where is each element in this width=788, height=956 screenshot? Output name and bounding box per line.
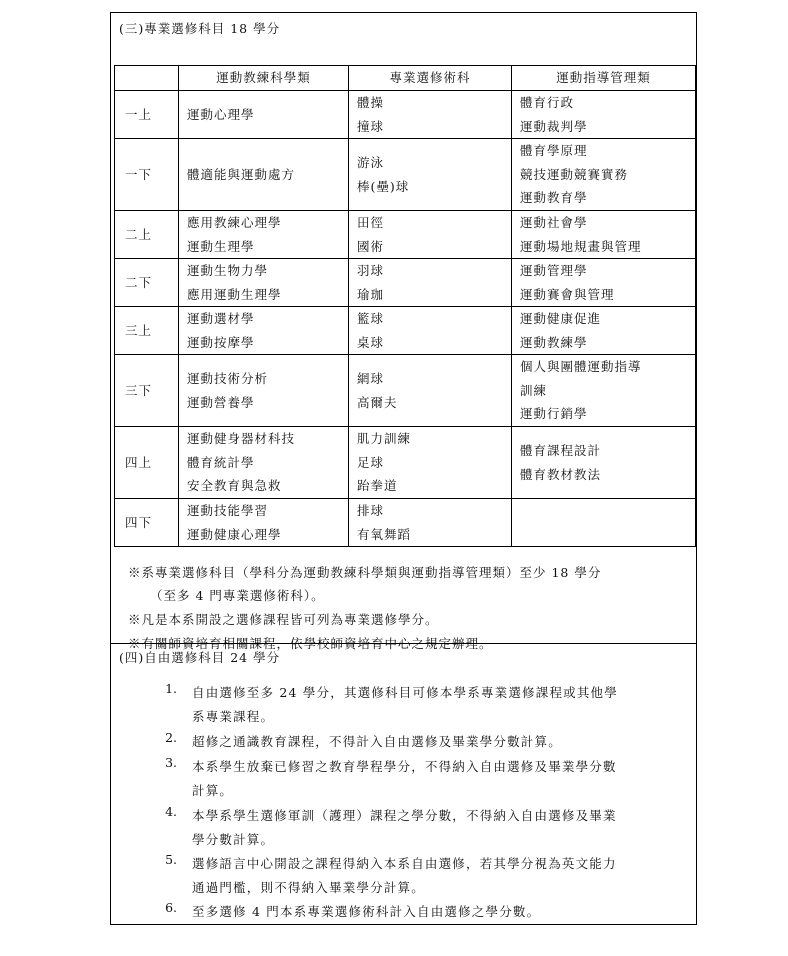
- course-name: 桌球: [357, 334, 385, 350]
- course-name: 運動場地規畫與管理: [520, 238, 642, 254]
- course-name: 體育教材教法: [520, 466, 602, 482]
- course-name: 游泳: [357, 155, 385, 170]
- header-coaching: 運動教練科學類: [179, 66, 349, 91]
- coaching-cell: [179, 139, 349, 211]
- list-item-text: [192, 755, 692, 803]
- header-term: [115, 66, 179, 91]
- section4-title: (四)自由選修科目 24 學分: [119, 650, 281, 665]
- list-item-line: 超修之通識教育課程，不得計入自由選修及畢業學分數計算。: [192, 734, 562, 749]
- note-line: ※有關師資培育相關課程，依學校師資培育中心之規定辦理。: [128, 636, 493, 651]
- course-name: 運動生物力學: [187, 263, 269, 278]
- list-item-line: 通過門檻，則不得納入畢業學分計算。: [192, 880, 425, 895]
- course-name: 國術: [357, 238, 385, 254]
- section3-title: (三)專業選修科目 18 學分: [119, 21, 281, 36]
- course-name: 運動健身器材科技: [187, 431, 296, 447]
- management-cell: [512, 211, 696, 259]
- skills-cell: [349, 355, 512, 427]
- management-cell: [512, 355, 696, 427]
- list-item-line: 計算。: [192, 783, 234, 798]
- course-name: 競技運動競賽實務: [520, 166, 629, 182]
- skills-cell: [349, 259, 512, 307]
- list-item-line: 至多選修 4 門本系專業選修術科計入自由選修之學分數。: [192, 904, 541, 919]
- term-cell: 二上: [115, 211, 179, 259]
- list-item-number: 1.: [165, 681, 177, 696]
- management-cell: [512, 427, 696, 499]
- course-name: 足球: [357, 454, 385, 470]
- course-name: 運動技能學習: [187, 503, 269, 518]
- elective-course-table: [114, 65, 696, 547]
- table-row: [115, 259, 696, 307]
- list-item-text: [192, 730, 692, 754]
- coaching-cell: [179, 91, 349, 139]
- course-name: 訓練: [520, 382, 548, 398]
- management-cell: [512, 91, 696, 139]
- table-row: [115, 355, 696, 427]
- list-item-number: 5.: [165, 852, 177, 867]
- coaching-cell: [179, 427, 349, 499]
- term-cell: 一下: [115, 139, 179, 211]
- course-name: 安全教育與急救: [187, 478, 282, 494]
- list-item-line: 選修語言中心開設之課程得納入本系自由選修，若其學分視為英文能力: [192, 856, 617, 871]
- coaching-cell: [179, 259, 349, 307]
- list-item-text: [192, 852, 692, 900]
- course-name: 排球: [357, 503, 385, 518]
- course-name: 籃球: [357, 311, 385, 326]
- course-name: 體操: [357, 95, 385, 110]
- table-header-row: [115, 66, 696, 91]
- course-name: 應用教練心理學: [187, 215, 282, 230]
- management-cell: [512, 307, 696, 355]
- course-name: 撞球: [357, 118, 385, 134]
- section-divider: [111, 643, 696, 644]
- skills-cell: [349, 427, 512, 499]
- note-line: ※凡是本系開設之選修課程皆可列為專業選修學分。: [128, 612, 439, 627]
- course-name: 肌力訓練: [357, 431, 412, 447]
- management-cell: [512, 499, 696, 547]
- course-name: 運動營養學: [187, 394, 255, 410]
- course-name: 應用運動生理學: [187, 286, 282, 302]
- note-line: ※系專業選修科目（學科分為運動教練科學類與運動指導管理類）至少 18 學分: [128, 565, 602, 580]
- course-name: 運動選材學: [187, 311, 255, 326]
- coaching-cell: [179, 307, 349, 355]
- course-name: 體育統計學: [187, 454, 255, 470]
- course-name: 運動社會學: [520, 215, 588, 230]
- skills-cell: [349, 91, 512, 139]
- term-cell: 二下: [115, 259, 179, 307]
- skills-cell: [349, 211, 512, 259]
- course-name: 棒(壘)球: [357, 178, 410, 194]
- list-item-number: 4.: [165, 804, 177, 819]
- course-name: 運動教練學: [520, 334, 588, 350]
- table-row: [115, 91, 696, 139]
- list-item-text: [192, 804, 692, 852]
- coaching-cell: [179, 355, 349, 427]
- course-name: 體育學原理: [520, 143, 588, 159]
- management-cell: [512, 139, 696, 211]
- course-name: 羽球: [357, 263, 385, 278]
- header-skills: 專業選修術科: [349, 66, 512, 91]
- skills-cell: [349, 139, 512, 211]
- course-name: 瑜珈: [357, 286, 385, 302]
- course-name: 運動健康心理學: [187, 526, 282, 542]
- course-name: 運動心理學: [187, 106, 255, 122]
- table-row: [115, 427, 696, 499]
- management-cell: [512, 259, 696, 307]
- coaching-cell: [179, 211, 349, 259]
- course-name: 運動裁判學: [520, 118, 588, 134]
- term-cell: 三下: [115, 355, 179, 427]
- list-item-line: 自由選修至多 24 學分，其選修科目可修本學系專業選修課程或其他學: [192, 685, 618, 700]
- table-row: [115, 499, 696, 547]
- list-item-text: [192, 681, 692, 729]
- table-row: [115, 307, 696, 355]
- list-item-number: 3.: [165, 755, 177, 770]
- course-name: 運動生理學: [187, 238, 255, 254]
- skills-cell: [349, 307, 512, 355]
- course-name: 田徑: [357, 215, 385, 230]
- course-name: 有氧舞蹈: [357, 526, 412, 542]
- course-name: 網球: [357, 371, 385, 386]
- list-item-line: 學分數計算。: [192, 832, 275, 847]
- skills-cell: [349, 499, 512, 547]
- list-item-line: 本系學生放棄已修習之教育學程學分，不得納入自由選修及畢業學分數: [192, 759, 617, 774]
- note-line: （至多 4 門專業選修術科）。: [150, 588, 325, 603]
- course-name: 體育課程設計: [520, 443, 602, 458]
- course-name: 跆拳道: [357, 478, 398, 494]
- course-name: 體適能與運動處方: [187, 166, 296, 182]
- course-name: 運動賽會與管理: [520, 286, 615, 302]
- course-name: 個人與團體運動指導: [520, 359, 642, 375]
- coaching-cell: [179, 499, 349, 547]
- table-row: [115, 211, 696, 259]
- course-name: 運動技術分析: [187, 371, 269, 386]
- document-frame: [110, 12, 697, 925]
- term-cell: 三上: [115, 307, 179, 355]
- term-cell: 四上: [115, 427, 179, 499]
- course-name: 高爾夫: [357, 394, 398, 410]
- list-item-line: 系專業課程。: [192, 709, 275, 724]
- term-cell: 一上: [115, 91, 179, 139]
- list-item-number: 2.: [165, 730, 177, 745]
- list-item-text: [192, 900, 692, 924]
- course-name: 運動教育學: [520, 190, 588, 206]
- course-name: 運動管理學: [520, 263, 588, 278]
- header-management: 運動指導管理類: [512, 66, 696, 91]
- course-name: 運動按摩學: [187, 334, 255, 350]
- course-name: 體育行政: [520, 95, 575, 110]
- list-item-number: 6.: [165, 900, 177, 915]
- course-name: 運動健康促進: [520, 311, 602, 326]
- course-name: 運動行銷學: [520, 406, 588, 422]
- term-cell: 四下: [115, 499, 179, 547]
- table-row: [115, 139, 696, 211]
- list-item-line: 本學系學生選修軍訓（護理）課程之學分數，不得納入自由選修及畢業: [192, 808, 617, 823]
